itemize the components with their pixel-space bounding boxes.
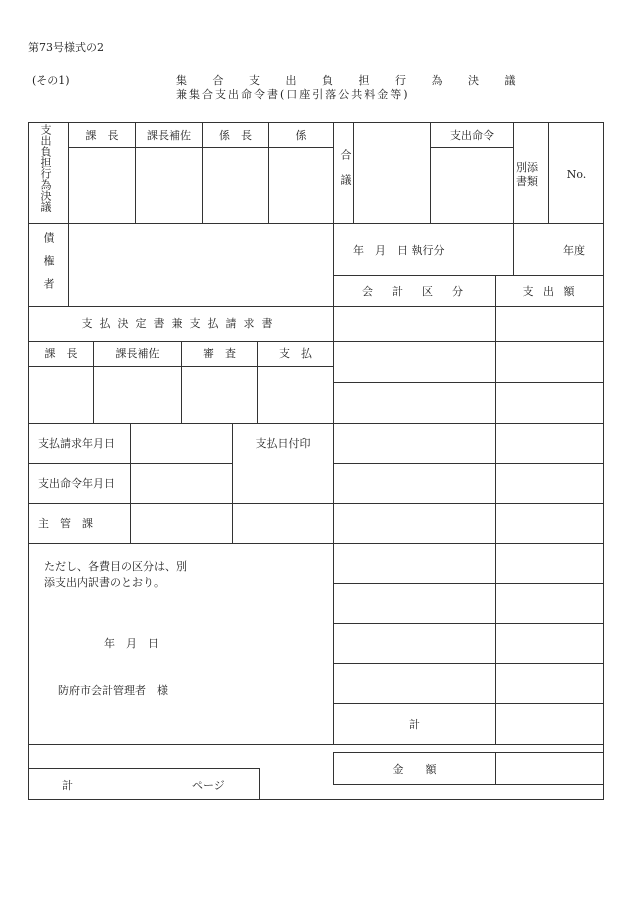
pay-col-section-chief: 課 長 — [44, 347, 78, 360]
payment-amount-label: 支 出 額 — [522, 285, 578, 298]
note-line-1: ただし、各費目の区分は、別 — [44, 560, 187, 573]
creditor-label: 債権者 — [42, 232, 55, 301]
attached-documents-label: 別添書類 — [516, 161, 538, 188]
page-total-label: 計 — [62, 779, 73, 792]
consultation-label: 合議 — [339, 149, 352, 199]
col-deputy-chief: 課長補佐 — [147, 129, 191, 142]
accounting-division-label: 会 計 区 分 — [362, 285, 467, 298]
payment-order-date-label: 支出命令年月日 — [38, 477, 115, 490]
subtotal-label: 計 — [409, 718, 420, 731]
note-date: 年 月 日 — [104, 637, 159, 650]
amount-label: 金 額 — [392, 763, 437, 776]
form-number: 第73号様式の2 — [28, 41, 104, 54]
pay-col-payment: 支 払 — [279, 347, 312, 360]
part-label: (その1) — [32, 74, 70, 87]
col-section-chief: 課 長 — [85, 129, 119, 142]
payment-decision-header: 支払決定書兼支払請求書 — [81, 317, 280, 330]
execution-date: 年 月 日 執行分 — [353, 244, 445, 257]
pay-col-audit: 審 査 — [203, 347, 236, 360]
number-label: No. — [566, 168, 587, 181]
note-addressee: 防府市会計管理者 様 — [58, 684, 168, 697]
fiscal-year-label: 年度 — [563, 244, 585, 257]
managing-section-label: 主 管 課 — [38, 517, 93, 530]
title-line-2: 兼集合支出命令書(口座引落公共料金等) — [176, 88, 410, 101]
note-line-2: 添支出内訳書のとおり。 — [44, 576, 165, 589]
payment-request-date-label: 支払請求年月日 — [38, 437, 115, 450]
title-line-1: 集 合 支 出 負 担 行 為 決 議 — [176, 74, 527, 87]
payment-date-stamp-label: 支払日付印 — [255, 437, 311, 450]
col-subsection-chief: 係 長 — [219, 129, 252, 142]
page-label: ページ — [192, 779, 225, 792]
vertical-label-expenditure: 支出負担行為決議 — [39, 124, 52, 212]
payment-order-label: 支出命令 — [450, 129, 494, 142]
col-staff: 係 — [295, 129, 307, 142]
pay-col-deputy-chief: 課長補佐 — [115, 347, 160, 360]
